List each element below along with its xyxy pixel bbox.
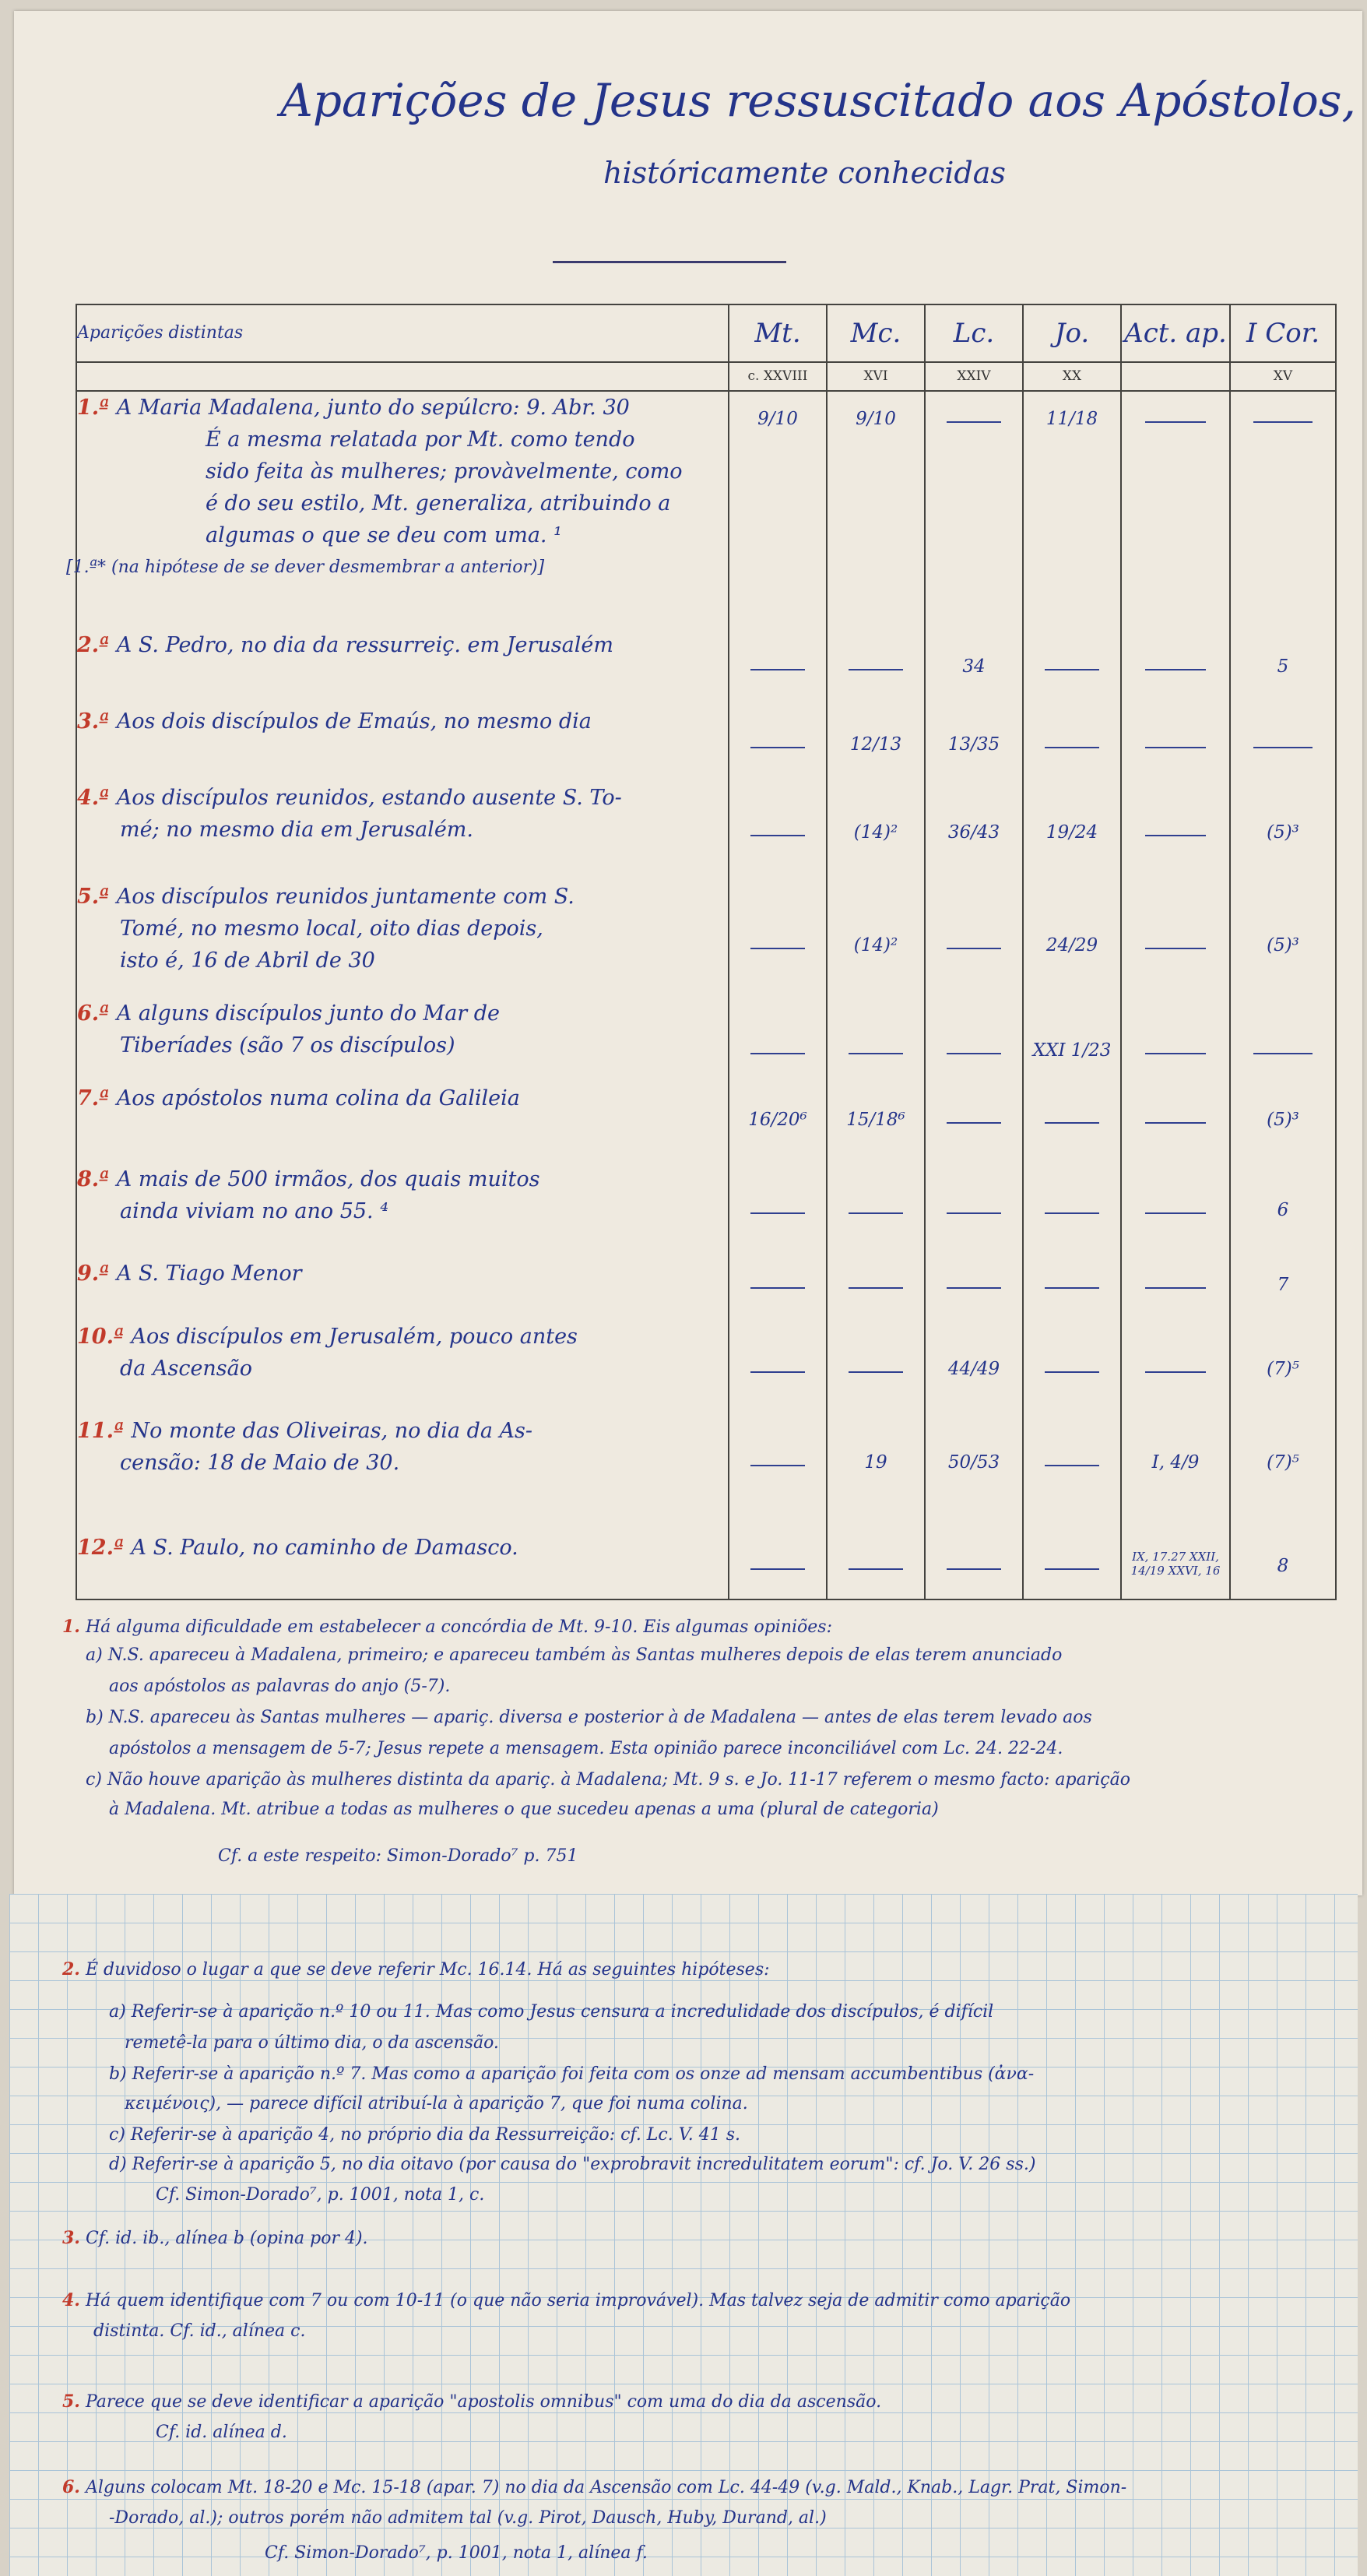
table-row <box>76 1532 1336 1599</box>
description-line: Tiberíades (são 7 os discípulos) <box>120 1033 455 1057</box>
reference-cell <box>1230 998 1336 1083</box>
empty-dash <box>750 835 804 836</box>
reference-cell <box>827 1415 925 1532</box>
empty-dash <box>1045 1568 1098 1570</box>
reference-value: 13/35 <box>947 734 1000 755</box>
footnote-line: distinta. Cf. id., alínea c. <box>93 2321 306 2341</box>
table-row <box>76 881 1336 998</box>
reference-cell <box>925 706 1023 782</box>
empty-dash <box>1253 747 1312 748</box>
footnote-number: 1. <box>62 1617 80 1637</box>
reference-cell <box>1023 1415 1121 1532</box>
header-cell: Mt. <box>729 304 827 362</box>
description-text: A S. Tiago Menor <box>116 1262 302 1286</box>
reference-cell <box>1230 391 1336 629</box>
empty-dash <box>1045 1287 1098 1289</box>
page-subtitle: históricamente conhecidas <box>603 156 1006 190</box>
empty-dash <box>1145 421 1205 423</box>
description-line <box>77 881 728 913</box>
apparition-number: 4.ª <box>77 785 117 810</box>
description-line <box>77 782 728 814</box>
description-line <box>77 1163 728 1195</box>
footnote-line: c) Não houve aparição às mulheres distinta da apariç. à Madalena; Mt. 9 s. e Jo. 11-17 referem o mesmo facto: aparição <box>86 1770 1130 1789</box>
title-underline <box>553 261 786 263</box>
reference-cell <box>1230 881 1336 998</box>
apparition-number: 11.ª <box>77 1419 132 1444</box>
reference-value: 34 <box>962 656 986 677</box>
reference-cell <box>729 1163 827 1258</box>
reference-value: 8 <box>1277 1556 1289 1577</box>
description-text: No monte das Oliveiras, no dia da As- <box>131 1419 533 1444</box>
description-line: ainda viviam no ano 55. ⁴ <box>120 1199 389 1224</box>
empty-dash <box>1145 669 1205 670</box>
page-title: Aparições de Jesus ressuscitado aos Apóstolos, <box>280 74 1356 127</box>
reference-cell <box>925 998 1023 1083</box>
description-line <box>77 1532 728 1564</box>
reference-cell <box>729 629 827 706</box>
reference-cell <box>1230 1532 1336 1599</box>
reference-cell <box>729 881 827 998</box>
description-text: A Maria Madalena, junto do sepúlcro: 9. Abr. 30 <box>116 395 630 420</box>
description-line <box>77 392 728 424</box>
apparition-number: 9.ª <box>77 1262 117 1286</box>
empty-dash <box>1145 1287 1205 1289</box>
reference-cell <box>827 1321 925 1415</box>
footnote-line: κειμένοις), — parece difícil atribuí-la à aparição 7, que foi numa colina. <box>125 2094 748 2113</box>
empty-dash <box>750 669 804 670</box>
reference-cell <box>1230 1321 1336 1415</box>
reference-cell <box>925 782 1023 881</box>
reference-cell <box>1230 782 1336 881</box>
reference-cell <box>1023 881 1121 998</box>
table-row <box>76 391 1336 629</box>
footnote-line: a) N.S. apareceu à Madalena, primeiro; e apareceu também às Santas mulheres depois de elas terem anunciado <box>86 1645 1063 1665</box>
description-text: Aos apóstolos numa colina da Galileia <box>116 1086 520 1111</box>
footnote-line: 1. Há alguma dificuldade em estabelecer a concórdia de Mt. 9-10. Eis algumas opiniões: <box>62 1617 832 1637</box>
reference-cell <box>1121 881 1230 998</box>
reference-cell <box>925 1415 1023 1532</box>
reference-cell <box>729 782 827 881</box>
reference-cell <box>1121 1082 1230 1163</box>
reference-cell <box>1121 1163 1230 1258</box>
apparition-number: 7.ª <box>77 1086 117 1111</box>
apparition-description <box>76 629 729 706</box>
reference-cell <box>729 1415 827 1532</box>
footnote-line: b) Referir-se à aparição n.º 7. Mas como a aparição foi feita com os onze ad mensam accumbentibus (ἀνα- <box>109 2064 1035 2084</box>
empty-dash <box>849 669 902 670</box>
description-text: Aos discípulos reunidos juntamente com S. <box>116 884 575 909</box>
reference-cell <box>729 1532 827 1599</box>
description-line <box>77 1321 728 1353</box>
description-text: A S. Paulo, no caminho de Damasco. <box>131 1536 518 1561</box>
description-text: A S. Pedro, no dia da ressurreiç. em Jerusalém <box>116 632 613 657</box>
reference-value: (14)² <box>853 934 898 955</box>
reference-cell <box>1121 391 1230 629</box>
header-cell: Aparições distintas <box>76 304 729 362</box>
empty-dash <box>849 1371 902 1373</box>
empty-dash <box>1045 669 1098 670</box>
empty-dash <box>849 1212 902 1214</box>
chapter-cell: XX <box>1023 362 1121 391</box>
description-line: é do seu estilo, Mt. generaliza, atribuindo a <box>206 491 671 516</box>
apparition-number: 5.ª <box>77 884 117 909</box>
reference-cell <box>1023 391 1121 629</box>
footnote-line: aos apóstolos as palavras do anjo (5-7). <box>109 1677 451 1696</box>
empty-dash <box>947 421 1000 423</box>
reference-value: 11/18 <box>1045 408 1098 429</box>
reference-value: (14)² <box>853 822 898 843</box>
reference-cell <box>1230 1415 1336 1532</box>
apparition-description <box>76 1415 729 1532</box>
reference-cell <box>1023 1258 1121 1321</box>
description-line <box>77 1258 728 1290</box>
empty-dash <box>750 1212 804 1214</box>
description-text: Aos dois discípulos de Emaús, no mesmo dia <box>116 709 592 734</box>
reference-value: 15/18⁶ <box>846 1110 905 1131</box>
reference-value: 12/13 <box>849 734 902 755</box>
description-line <box>77 998 728 1029</box>
header-cell: I Cor. <box>1230 304 1336 362</box>
apparition-number: 2.ª <box>77 632 117 657</box>
header-cell: Jo. <box>1023 304 1121 362</box>
reference-cell <box>827 1532 925 1599</box>
description-line <box>77 629 728 661</box>
empty-dash <box>947 948 1000 949</box>
reference-cell <box>827 391 925 629</box>
footnote-line: 2. É duvidoso o lugar a que se deve referir Mc. 16.14. Há as seguintes hipóteses: <box>62 1959 770 1980</box>
empty-dash <box>1045 1122 1098 1124</box>
table-row <box>76 1321 1336 1415</box>
reference-cell <box>925 1163 1023 1258</box>
reference-value: 19 <box>864 1452 887 1473</box>
reference-cell <box>1230 706 1336 782</box>
reference-cell <box>827 881 925 998</box>
empty-dash <box>1253 1053 1312 1054</box>
header-cell: Act. ap. <box>1121 304 1230 362</box>
table-body <box>66 391 1336 1599</box>
empty-dash <box>1253 421 1312 423</box>
table-row <box>76 782 1336 881</box>
reference-cell <box>925 881 1023 998</box>
apparition-description <box>76 1082 729 1163</box>
reference-cell <box>729 998 827 1083</box>
footnotes-top <box>62 1612 1323 1892</box>
reference-cell <box>729 1321 827 1415</box>
table-row <box>76 998 1336 1083</box>
reference-cell <box>827 629 925 706</box>
reference-value: (5)³ <box>1267 1110 1299 1131</box>
reference-cell <box>827 706 925 782</box>
reference-cell <box>1121 782 1230 881</box>
empty-dash <box>1145 1371 1205 1373</box>
description-line <box>77 1082 728 1114</box>
apparition-number: 8.ª <box>77 1167 117 1192</box>
reference-cell <box>729 1258 827 1321</box>
footnote-number: 5. <box>62 2391 80 2412</box>
description-line: Tomé, no mesmo local, oito dias depois, <box>120 916 543 941</box>
footnote-line: 6. Alguns colocam Mt. 18-20 e Mc. 15-18 (apar. 7) no dia da Ascensão com Lc. 44-49 (v.g. Mald., Knab., Lagr. Prat, Simon- <box>62 2477 1127 2497</box>
table-header-row <box>76 304 1336 362</box>
apparition-description <box>76 1258 729 1321</box>
header-cell: Lc. <box>925 304 1023 362</box>
empty-dash <box>1045 747 1098 748</box>
reference-value: I, 4/9 <box>1151 1452 1200 1473</box>
empty-dash <box>750 1287 804 1289</box>
empty-dash <box>1145 1212 1205 1214</box>
description-text: Aos discípulos reunidos, estando ausente S. To- <box>116 785 622 810</box>
reference-cell <box>925 1532 1023 1599</box>
empty-dash <box>1145 747 1205 748</box>
footnote-line: c) Referir-se à aparição 4, no próprio dia da Ressurreição: cf. Lc. V. 41 s. <box>109 2125 741 2145</box>
empty-dash <box>849 1287 902 1289</box>
header-cell: Mc. <box>827 304 925 362</box>
reference-value: 5 <box>1277 656 1289 677</box>
empty-dash <box>1045 1212 1098 1214</box>
footnote-line: apóstolos a mensagem de 5-7; Jesus repete a mensagem. Esta opinião parece inconciliável com Lc. 24. 22-24. <box>109 1739 1063 1758</box>
reference-value: IX, 17.27 XXII, 14/19 XXVI, 16 <box>1130 1550 1221 1578</box>
apparition-description <box>76 1532 729 1599</box>
description-line: mé; no mesmo dia em Jerusalém. <box>120 817 473 842</box>
empty-dash <box>849 1053 902 1054</box>
apparition-description <box>76 998 729 1083</box>
footnote-line: remetê-la para o último dia, o da ascensão. <box>125 2033 499 2053</box>
reference-cell <box>827 1258 925 1321</box>
footnote-line: d) Referir-se à aparição 5, no dia oitavo (por causa do "exprobravit incredulitatem eorum": cf. Jo. V. 26 ss.) <box>109 2155 1036 2174</box>
reference-value: 44/49 <box>947 1359 1000 1380</box>
reference-value: 9/10 <box>856 408 896 429</box>
footnotes-bottom <box>62 1916 1323 2570</box>
description-text: A mais de 500 irmãos, dos quais muitos <box>116 1167 540 1192</box>
reference-cell <box>1023 1163 1121 1258</box>
reference-cell <box>1230 1082 1336 1163</box>
reference-value: 7 <box>1277 1275 1289 1296</box>
apparition-number: 1.ª <box>77 395 117 420</box>
reference-value: 19/24 <box>1045 822 1098 843</box>
reference-cell <box>925 391 1023 629</box>
empty-dash <box>947 1568 1000 1570</box>
reference-value: 36/43 <box>947 822 1000 843</box>
empty-dash <box>750 1371 804 1373</box>
reference-cell <box>1023 1532 1121 1599</box>
apparition-number: 10.ª <box>77 1325 132 1350</box>
footnote-line: 5. Parece que se deve identificar a aparição "apostolis omnibus" com uma do dia da ascensão. <box>62 2391 882 2412</box>
reference-cell <box>1121 706 1230 782</box>
empty-dash <box>750 747 804 748</box>
empty-dash <box>947 1212 1000 1214</box>
reference-cell <box>925 1082 1023 1163</box>
reference-cell <box>1121 1258 1230 1321</box>
empty-dash <box>849 1568 902 1570</box>
footnote-line: 4. Há quem identifique com 7 ou com 10-11 (o que não seria improvável). Mas talvez seja de admitir como aparição <box>62 2290 1071 2310</box>
reference-cell <box>1121 998 1230 1083</box>
apparition-number: 12.ª <box>77 1536 132 1561</box>
reference-cell <box>1023 1082 1121 1163</box>
empty-dash <box>947 1053 1000 1054</box>
empty-dash <box>1145 1122 1205 1124</box>
apparition-number: 6.ª <box>77 1001 117 1026</box>
empty-dash <box>947 1287 1000 1289</box>
reference-value: 9/10 <box>757 408 798 429</box>
apparitions-table <box>66 304 1337 1600</box>
reference-value: 50/53 <box>947 1452 1000 1473</box>
reference-cell <box>729 706 827 782</box>
description-line: sido feita às mulheres; provàvelmente, como <box>206 459 683 484</box>
table-row <box>76 1415 1336 1532</box>
empty-dash <box>1145 1053 1205 1054</box>
reference-cell <box>1023 782 1121 881</box>
reference-cell <box>1023 706 1121 782</box>
reference-value: (7)⁵ <box>1267 1452 1299 1473</box>
reference-value: (7)⁵ <box>1267 1359 1299 1380</box>
empty-dash <box>947 1122 1000 1124</box>
empty-dash <box>1145 948 1205 949</box>
reference-cell <box>925 1321 1023 1415</box>
reference-cell <box>925 629 1023 706</box>
description-line: da Ascensão <box>120 1357 253 1381</box>
table-row <box>76 1258 1336 1321</box>
reference-cell <box>827 998 925 1083</box>
footnote-number: 4. <box>62 2290 80 2310</box>
footnote-line: a) Referir-se à aparição n.º 10 ou 11. Mas como Jesus censura a incredulidade dos discípulos, é difícil <box>109 2002 994 2022</box>
footnote-line: Cf. a este respeito: Simon-Dorado⁷ p. 751 <box>218 1846 578 1866</box>
reference-value: XXI 1/23 <box>1032 1040 1112 1061</box>
reference-value: (5)³ <box>1267 822 1299 843</box>
footnote-line: Cf. id. alínea d. <box>156 2423 287 2442</box>
reference-cell <box>729 391 827 629</box>
chapter-cell: c. XXVIII <box>729 362 827 391</box>
empty-dash <box>1045 1371 1098 1373</box>
reference-cell <box>827 1082 925 1163</box>
footnote-number: 2. <box>62 1959 80 1980</box>
apparition-number: 3.ª <box>77 709 117 734</box>
apparition-description <box>76 881 729 998</box>
apparition-description <box>66 391 729 629</box>
table-row <box>76 629 1336 706</box>
reference-cell <box>1230 629 1336 706</box>
table-row <box>76 706 1336 782</box>
table-row <box>76 1163 1336 1258</box>
reference-cell <box>1023 1321 1121 1415</box>
reference-value: 6 <box>1277 1200 1289 1221</box>
apparition-description <box>76 1163 729 1258</box>
description-text: Aos discípulos em Jerusalém, pouco antes <box>131 1325 578 1350</box>
chapter-cell: XVI <box>827 362 925 391</box>
reference-value: 16/20⁶ <box>748 1110 807 1131</box>
empty-dash <box>1145 835 1205 836</box>
table-row <box>76 1082 1336 1163</box>
reference-cell <box>827 782 925 881</box>
reference-value: 24/29 <box>1045 934 1098 955</box>
footnote-line: b) N.S. apareceu às Santas mulheres — apariç. diversa e posterior à de Madalena — antes de elas terem levado aos <box>86 1708 1092 1727</box>
footnote-number: 3. <box>62 2228 80 2248</box>
reference-cell <box>827 1163 925 1258</box>
chapter-cell: XV <box>1230 362 1336 391</box>
chapter-row <box>76 362 1336 391</box>
footnote-line: Cf. Simon-Dorado⁷, p. 1001, nota 1, c. <box>156 2185 485 2205</box>
reference-cell <box>729 1082 827 1163</box>
reference-cell <box>1230 1163 1336 1258</box>
reference-cell <box>1121 1415 1230 1532</box>
reference-cell <box>1023 998 1121 1083</box>
apparition-description <box>76 706 729 782</box>
description-line: censão: 18 de Maio de 30. <box>120 1451 400 1476</box>
empty-dash <box>750 1465 804 1466</box>
description-line <box>77 706 728 737</box>
empty-dash <box>750 1053 804 1054</box>
apparition-description <box>76 1321 729 1415</box>
footnote-line: -Dorado, al.); outros porém não admitem tal (v.g. Pirot, Dausch, Huby, Durand, al.) <box>109 2508 827 2528</box>
chapter-cell <box>76 362 729 391</box>
reference-cell <box>1230 1258 1336 1321</box>
description-line: É a mesma relatada por Mt. como tendo <box>206 427 635 452</box>
hypothesis-note: [1.ª* (na hipótese de se dever desmembrar a anterior)] <box>66 557 545 577</box>
description-line: isto é, 16 de Abril de 30 <box>120 948 375 973</box>
description-line <box>77 1415 728 1447</box>
empty-dash <box>750 1568 804 1570</box>
reference-cell <box>925 1258 1023 1321</box>
chapter-cell <box>1121 362 1230 391</box>
footnote-number: 6. <box>62 2477 80 2497</box>
reference-value: (5)³ <box>1267 934 1299 955</box>
reference-cell <box>1121 629 1230 706</box>
reference-cell <box>1121 1321 1230 1415</box>
footnote-line: Cf. Simon-Dorado⁷, p. 1001, nota 1, alínea f. <box>265 2543 648 2563</box>
footnote-line: à Madalena. Mt. atribue a todas as mulheres o que sucedeu apenas a uma (plural de categoria) <box>109 1800 939 1819</box>
empty-dash <box>1045 1465 1098 1466</box>
reference-cell <box>1121 1532 1230 1599</box>
chapter-cell: XXIV <box>925 362 1023 391</box>
description-text: A alguns discípulos junto do Mar de <box>116 1001 501 1026</box>
empty-dash <box>750 948 804 949</box>
description-line: algumas o que se deu com uma. ¹ <box>206 523 562 547</box>
reference-cell <box>1023 629 1121 706</box>
footnote-line: 3. Cf. id. ib., alínea b (opina por 4). <box>62 2228 368 2248</box>
apparition-description <box>76 782 729 881</box>
